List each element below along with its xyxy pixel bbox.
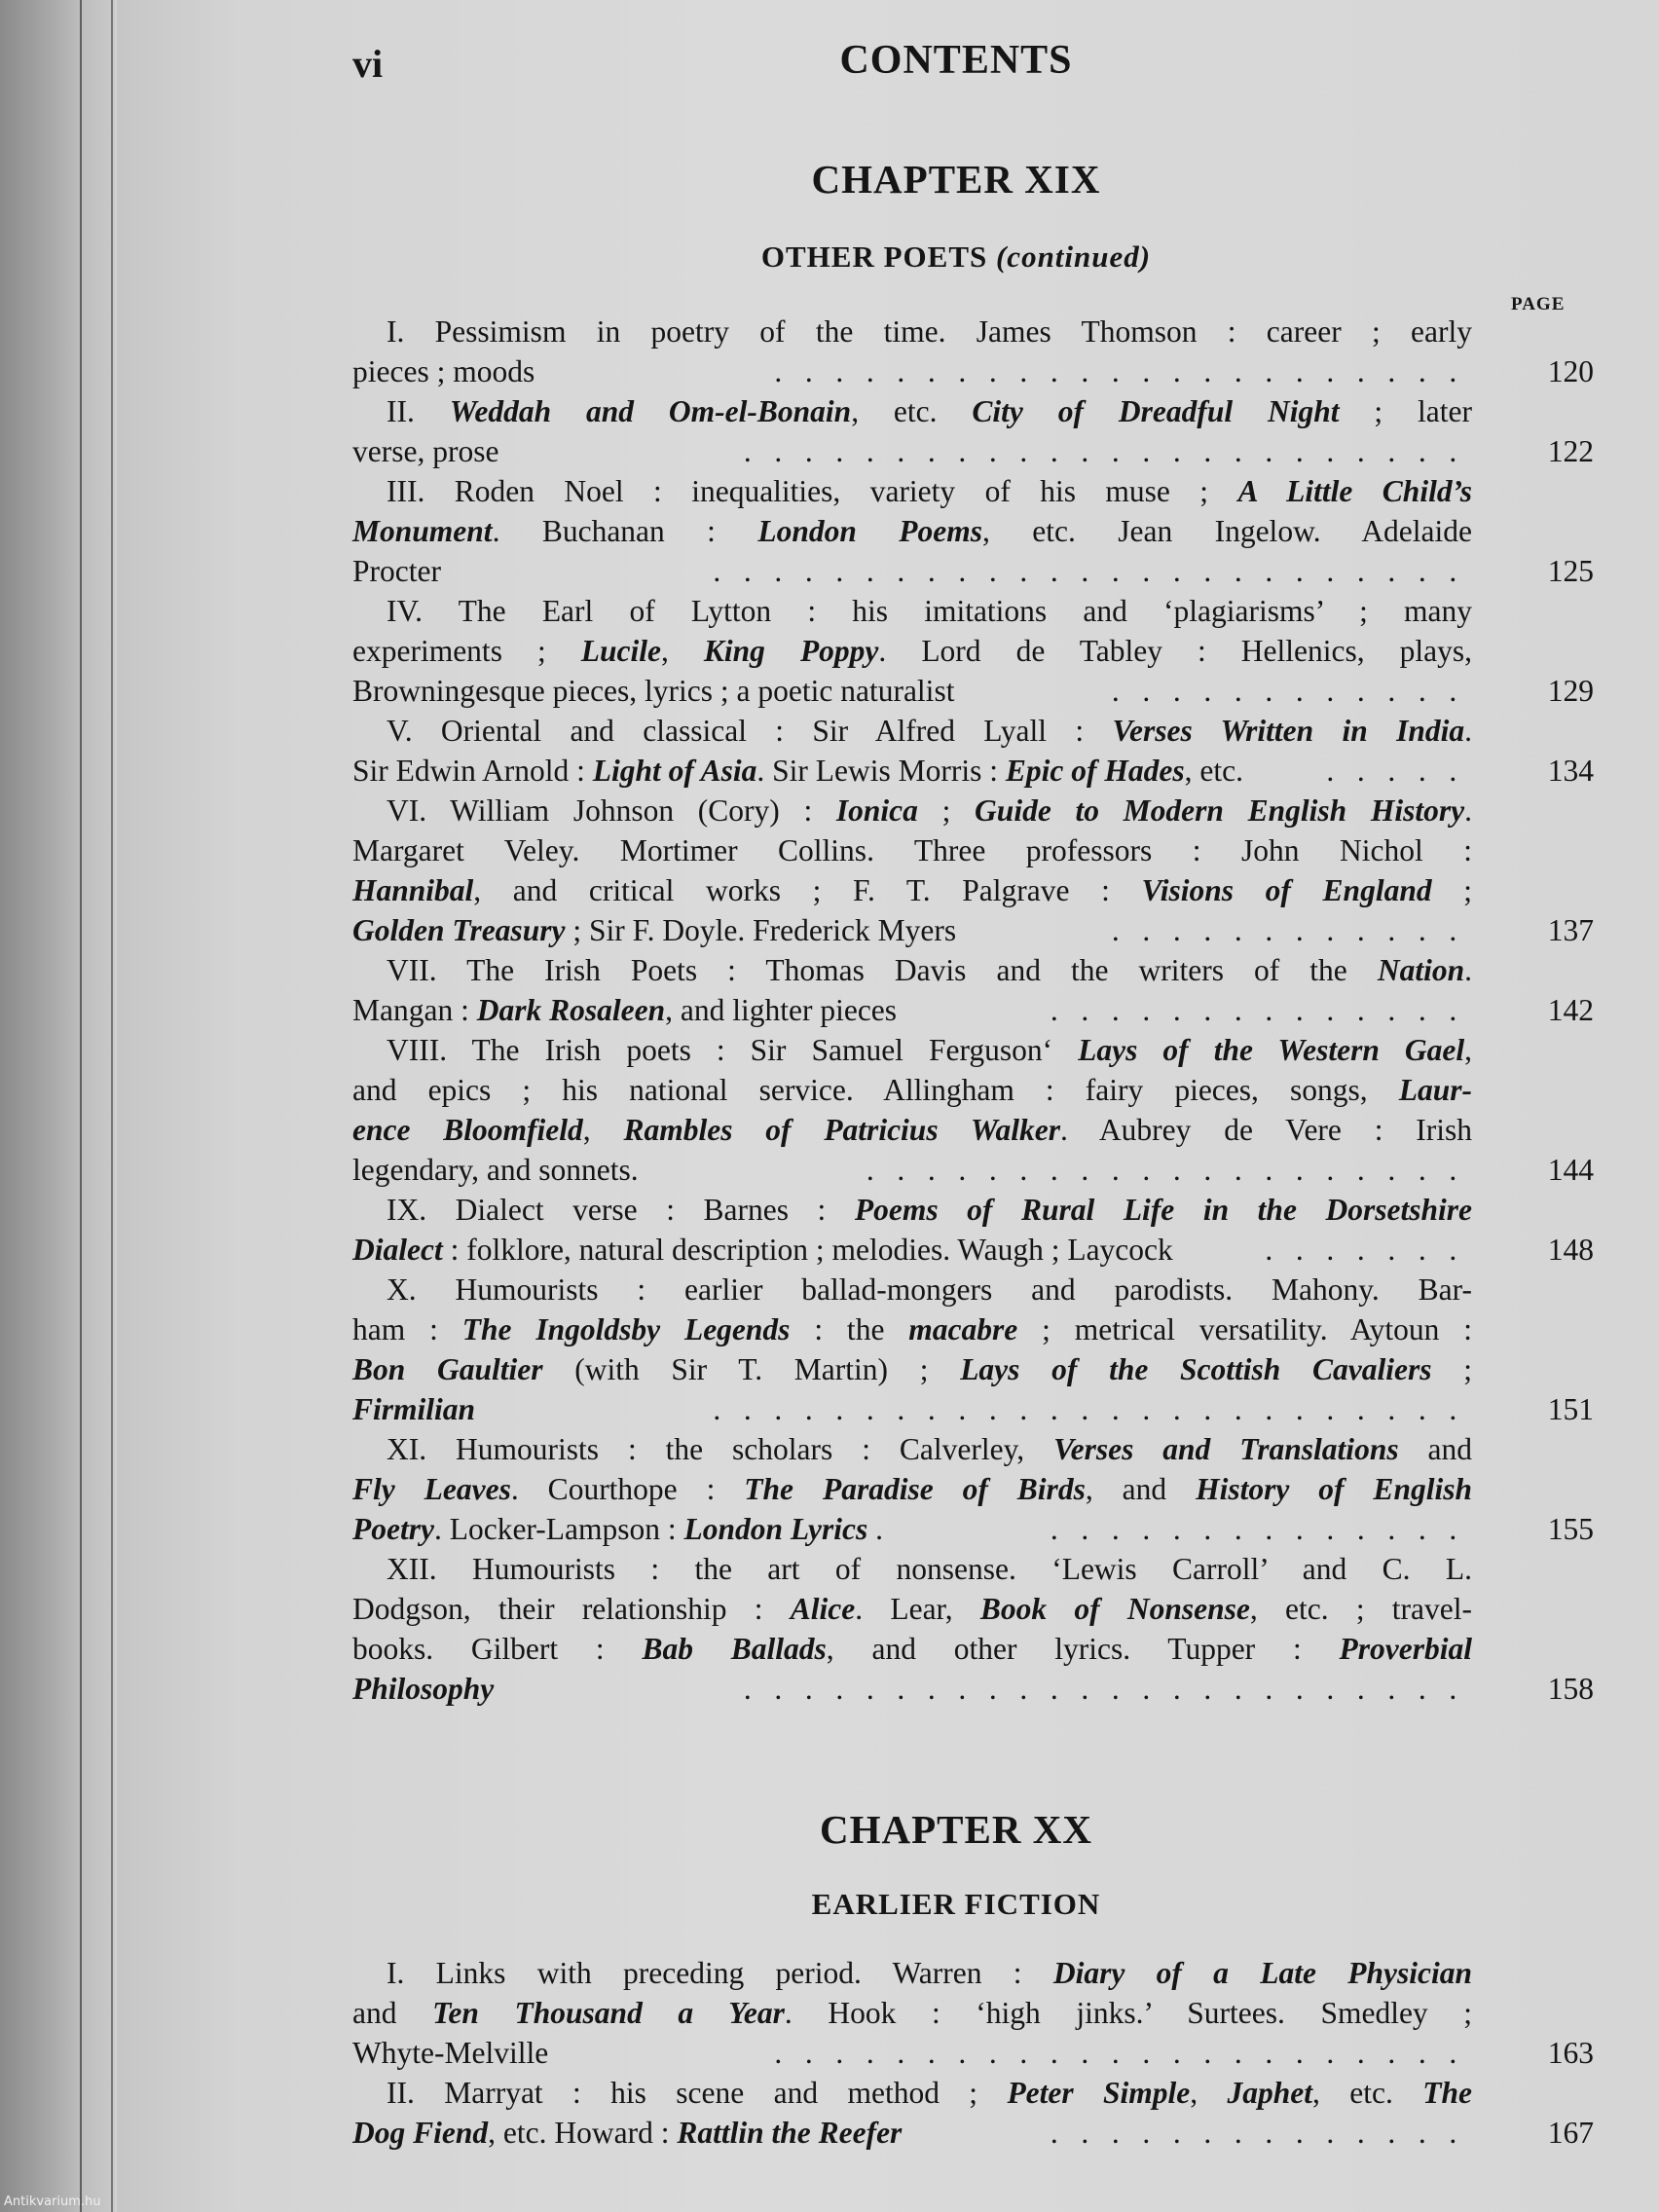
toc-page-number: 151 (1547, 1392, 1594, 1426)
toc-entry-line: Procter . . . . . . . . . . . . . . . . . . . . . . . . . 125 (352, 551, 1472, 591)
toc-entry-line: VI. William Johnson (Cory) : Ionica ; Guide to Modern English History. (387, 793, 1472, 828)
toc-entry (352, 391, 1594, 471)
toc-entry-line: IV. The Earl of Lytton : his imitations and ‘plagiarisms’ ; many (387, 594, 1472, 628)
toc-entry-line: I. Links with preceding period. Warren : Diary of a Late Physician (387, 1956, 1472, 1990)
toc-entry-line: XI. Humourists : the scholars : Calverley, Verses and Translations and (387, 1432, 1472, 1466)
toc-entry-line: Mangan : Dark Rosaleen, and lighter pieces . . . . . . . . . . . . . . 142 (352, 990, 1472, 1030)
dot-leader: . . . . . . . . . . . . . . (1043, 993, 1472, 1027)
toc-entry-line: Bon Gaultier (with Sir T. Martin) ; Lays of the Scottish Cavaliers ; (352, 1352, 1472, 1386)
toc-entry (352, 1549, 1594, 1709)
toc-page-number: 134 (1547, 754, 1594, 788)
toc-entry-line: Monument. Buchanan : London Poems, etc. Jean Ingelow. Adelaide (352, 514, 1472, 548)
toc-entry (352, 1190, 1594, 1270)
toc-page-number: 144 (1547, 1153, 1594, 1187)
dot-leader: . . . . . . . . . . . . . . . . . . . . . . . . (736, 434, 1472, 468)
toc-entry-line: verse, prose . . . . . . . . . . . . . . . . . . . . . . . . 122 (352, 431, 1472, 471)
toc-entry-line: Hannibal, and critical works ; F. T. Palgrave : Visions of England ; (352, 873, 1472, 907)
chapter-19-subtitle-text: OTHER POETS (760, 240, 988, 274)
toc-entry-line: experiments ; Lucile, King Poppy. Lord de Tabley : Hellenics, plays, (352, 634, 1473, 668)
running-head: CONTENTS (839, 38, 1073, 83)
toc-entry-line: pieces ; moods . . . . . . . . . . . . . . . . . . . . . . . 120 (352, 351, 1472, 391)
book-spine (0, 0, 115, 2212)
toc-entry-line: Golden Treasury ; Sir F. Doyle. Frederick Myers . . . . . . . . . . . . 137 (352, 910, 1472, 950)
toc-page-number: 163 (1547, 2036, 1594, 2070)
spine-crease-line (80, 0, 82, 2212)
chapter-19-subtitle-note: (continued) (995, 240, 1152, 274)
dot-leader: . . . . . . . . . . . . . . . . . . . . . . . . . (705, 1392, 1472, 1426)
toc-page-number: 158 (1547, 1672, 1594, 1706)
dot-leader: . . . . . . . . . . . . . . . . . . . . . . . . (736, 1672, 1472, 1706)
toc-entry-line: X. Humourists : earlier ballad-mongers and parodists. Mahony. Bar- (387, 1272, 1472, 1307)
toc-entry (352, 711, 1594, 791)
toc-entry (352, 591, 1594, 711)
toc-entry-line: ence Bloomfield, Rambles of Patricius Walker. Aubrey de Vere : Irish (352, 1113, 1472, 1147)
toc-entry-line: Fly Leaves. Courthope : The Paradise of Birds, and History of English (352, 1472, 1472, 1506)
chapter-20-contents (352, 1953, 1594, 2153)
page-column-label: PAGE (1511, 294, 1566, 314)
toc-page-number: 167 (1547, 2116, 1594, 2150)
toc-entry-line: Whyte-Melville . . . . . . . . . . . . . . . . . . . . . . . 163 (352, 2033, 1472, 2073)
dot-leader: . . . . . . . . . . . . . . (1043, 1512, 1472, 1546)
watermark: Antikvarium.hu (4, 2194, 101, 2209)
toc-entry-line: II. Marryat : his scene and method ; Peter Simple, Japhet, etc. The (387, 2076, 1472, 2110)
toc-entry-line: V. Oriental and classical : Sir Alfred Lyall : Verses Written in India. (387, 714, 1473, 748)
toc-entry-line: Dodgson, their relationship : Alice. Lear, Book of Nonsense, etc. ; travel- (352, 1592, 1473, 1626)
toc-page-number: 155 (1547, 1512, 1594, 1546)
dot-leader: . . . . . . . . . . . . (1104, 674, 1472, 708)
toc-entry-line: VIII. The Irish poets : Sir Samuel Ferguson‘ Lays of the Western Gael, (387, 1033, 1472, 1067)
toc-entry (352, 950, 1594, 1030)
toc-entry-line: Firmilian . . . . . . . . . . . . . . . . . . . . . . . . . 151 (352, 1389, 1472, 1429)
toc-entry-line: Dialect : folklore, natural description ; melodies. Waugh ; Laycock . . . . . . . 148 (352, 1230, 1472, 1270)
toc-entry (352, 312, 1594, 391)
toc-entry-line: VII. The Irish Poets : Thomas Davis and the writers of the Nation. (387, 953, 1472, 987)
toc-page-number: 129 (1547, 674, 1594, 708)
chapter-20-title: CHAPTER XX (820, 1807, 1092, 1852)
toc-entry-line: II. Weddah and Om-el-Bonain, etc. City of Dreadful Night ; later (387, 394, 1472, 428)
dot-leader: . . . . . (1318, 754, 1472, 788)
toc-page-number: 148 (1547, 1233, 1594, 1267)
chapter-20-subtitle: EARLIER FICTION (811, 1887, 1101, 1921)
toc-entry-line: and epics ; his national service. Allingham : fairy pieces, songs, Laur- (352, 1073, 1472, 1107)
chapter-19-subtitle (0, 240, 1659, 275)
dot-leader: . . . . . . . (1257, 1233, 1472, 1267)
toc-page-number: 125 (1547, 554, 1594, 588)
toc-entry-line: III. Roden Noel : inequalities, variety of his muse ; A Little Child’s (387, 474, 1472, 508)
toc-page-number: 122 (1547, 434, 1594, 468)
toc-entry-line: XII. Humourists : the art of nonsense. ‘Lewis Carroll’ and C. L. (387, 1552, 1472, 1586)
toc-entry (352, 471, 1594, 591)
toc-entry (352, 2073, 1594, 2153)
toc-entry-line: Sir Edwin Arnold : Light of Asia. Sir Lewis Morris : Epic of Hades, etc. . . . . . 134 (352, 751, 1472, 791)
toc-entry (352, 1953, 1594, 2073)
dot-leader: . . . . . . . . . . . . . . . . . . . . (859, 1153, 1472, 1187)
toc-entry (352, 1270, 1594, 1429)
toc-entry-line: Dog Fiend, etc. Howard : Rattlin the Reefer . . . . . . . . . . . . . . 167 (352, 2113, 1472, 2153)
toc-entry-line: books. Gilbert : Bab Ballads, and other lyrics. Tupper : Proverbial (352, 1632, 1472, 1666)
toc-entry-line: legendary, and sonnets. . . . . . . . . . . . . . . . . . . . . 144 (352, 1150, 1472, 1190)
toc-entry-line: Browningesque pieces, lyrics ; a poetic naturalist . . . . . . . . . . . . 129 (352, 671, 1472, 711)
dot-leader: . . . . . . . . . . . . . . . . . . . . . . . . . (705, 554, 1472, 588)
toc-entry-line: Poetry. Locker-Lampson : London Lyrics . . . . . . . . . . . . . . . 155 (352, 1509, 1472, 1549)
toc-entry-line: Margaret Veley. Mortimer Collins. Three professors : John Nichol : (352, 833, 1472, 867)
toc-entry-line: Philosophy . . . . . . . . . . . . . . . . . . . . . . . . 158 (352, 1669, 1472, 1709)
folio-number: vi (352, 42, 384, 86)
toc-page-number: 120 (1547, 354, 1594, 388)
toc-entry (352, 1030, 1594, 1190)
dot-leader: . . . . . . . . . . . . . . (1043, 2116, 1472, 2150)
dot-leader: . . . . . . . . . . . . . . . . . . . . . . . (766, 2036, 1472, 2070)
chapter-19-contents (352, 312, 1594, 1709)
toc-entry (352, 1429, 1594, 1549)
toc-entry (352, 791, 1594, 950)
toc-page-number: 137 (1547, 913, 1594, 947)
toc-entry-line: I. Pessimism in poetry of the time. James Thomson : career ; early (387, 314, 1472, 349)
spine-edge-line (111, 0, 113, 2212)
dot-leader: . . . . . . . . . . . . (1104, 913, 1472, 947)
chapter-19-title: CHAPTER XIX (811, 157, 1101, 202)
toc-entry-line: and Ten Thousand a Year. Hook : ‘high jinks.’ Surtees. Smedley ; (352, 1996, 1473, 2030)
toc-entry-line: IX. Dialect verse : Barnes : Poems of Rural Life in the Dorsetshire (387, 1193, 1473, 1227)
toc-entry-line: ham : The Ingoldsby Legends : the macabre ; metrical versatility. Aytoun : (352, 1312, 1472, 1346)
toc-page-number: 142 (1547, 993, 1594, 1027)
dot-leader: . . . . . . . . . . . . . . . . . . . . . . . (766, 354, 1472, 388)
